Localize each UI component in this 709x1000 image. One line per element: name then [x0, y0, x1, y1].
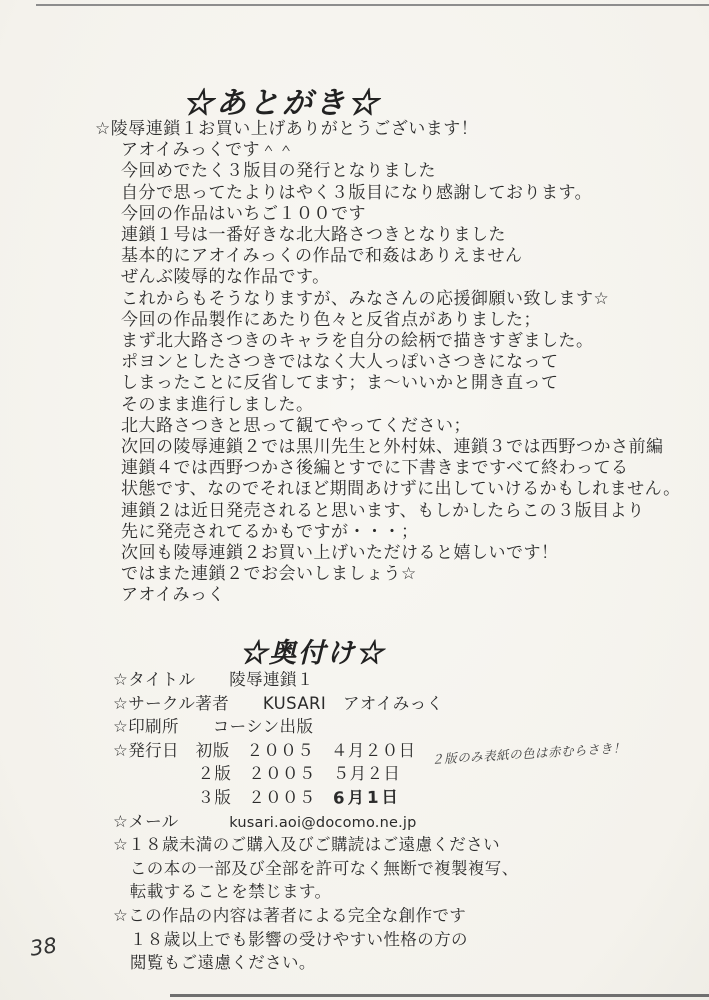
afterword-line [95, 204, 681, 225]
afterword-line-text: 次回も陵辱連鎖２お買い上げいただけると嬉しいです！ [121, 543, 559, 564]
afterword-line-text: これからもそうなりますが、みなさんの応援御願い致します☆ [121, 288, 610, 309]
scan-edge-line-bottom [170, 994, 709, 997]
afterword-line [95, 289, 681, 310]
colophon-line [113, 834, 519, 858]
afterword-line [95, 119, 681, 140]
colophon-line [113, 929, 519, 953]
afterword-line [95, 458, 681, 479]
afterword-line-text: 自分で思ってたよりはやく３版目になり感謝しております。 [121, 182, 593, 203]
afterword-line-text: そのまま進行しました。 [121, 394, 314, 415]
afterword-line [95, 373, 681, 394]
colophon-line-text: ３版 ２００５ [113, 787, 333, 807]
afterword-line [95, 564, 681, 585]
afterword-line-text: 連鎖４では西野つかさ後編とすでに下書きまですべて終わってる [121, 458, 629, 479]
page-number: 38 [28, 933, 59, 961]
colophon-line-text: ☆メール [113, 811, 230, 831]
colophon-line-text: この本の一部及び全部を許可なく無断で複製複写、 [113, 858, 519, 878]
colophon-line [113, 763, 519, 787]
afterword-line [95, 585, 681, 606]
afterword-line-text: しまったことに反省してます；ま～いいかと開き直って [121, 373, 559, 394]
afterword-line [95, 161, 681, 182]
afterword-line-text: 次回の陵辱連鎖２では黒川先生と外村妹、連鎖３では西野つかさ前編 [121, 437, 664, 458]
afterword-line-text: まず北大路さつきのキャラを自分の絵柄で描きすぎました。 [121, 331, 594, 352]
colophon-line [113, 693, 519, 717]
colophon-line-text: ☆印刷所 コーシン出版 [113, 717, 314, 737]
colophon-line-text: ☆１８歳未満のご購入及びご購読はご遠慮ください [113, 835, 500, 855]
colophon-title: ☆奥付け☆ [240, 638, 385, 669]
colophon-line [113, 858, 519, 882]
afterword-line-text: アオイみっく [121, 585, 225, 606]
afterword-line-text: 先に発売されてるかもですが・・・； [121, 521, 419, 542]
afterword-line-text: ポヨンとしたさつきではなく大人っぽいさつきになって [121, 352, 559, 373]
afterword-line-text: 連鎖１号は一番好きな北大路さつきとなりました [121, 225, 506, 246]
colophon-line-text: 転載することを禁じます。 [113, 882, 332, 902]
afterword-line [95, 140, 681, 161]
colophon-handwritten-date: 6月1日 [332, 787, 401, 808]
afterword-line-text: 状態です、なのでそれほど期間あけずに出していけるかもしれません。 [121, 479, 681, 500]
afterword-line [95, 225, 681, 246]
colophon-line [113, 716, 519, 740]
afterword-line [95, 246, 681, 267]
afterword-title: ☆あとがき☆ [183, 86, 381, 121]
colophon-line-text: ２版 ２００５ ５月２日 [113, 764, 401, 784]
colophon-line [113, 811, 519, 835]
colophon-block [113, 669, 519, 976]
colophon-line [113, 905, 519, 929]
colophon-line-text: ☆発行日 初版 ２００５ ４月２０日 [113, 740, 416, 760]
afterword-line [95, 437, 681, 458]
colophon-line-text: １８歳以上でも影響の受けやすい性格の方の [113, 929, 468, 949]
afterword-line [95, 183, 681, 204]
afterword-line [95, 416, 681, 437]
afterword-line-text: 基本的にアオイみっくの作品で和姦はありえません [121, 246, 523, 267]
afterword-line-text: 北大路さつきと思って観てやってください； [121, 415, 471, 436]
afterword-line-text: 今回の作品はいちご１００です [121, 203, 366, 224]
afterword-line [95, 522, 681, 543]
afterword-line [95, 267, 681, 288]
colophon-line [113, 881, 519, 905]
afterword-line [95, 479, 681, 500]
afterword-line-text: ぜんぶ陵辱的な作品です。 [121, 267, 330, 288]
afterword-line-text: 今回めでたく３版目の発行となりました [121, 161, 436, 182]
afterword-line [95, 352, 681, 373]
colophon-line-text: 閲覧もご遠慮ください。 [113, 953, 316, 973]
afterword-line-text: ではまた連鎖２でお会いしましょう☆ [121, 564, 417, 585]
handwritten-margin-note: ２版のみ表紙の色は赤むらさき！ [430, 740, 627, 767]
colophon-line [113, 952, 519, 976]
afterword-line [95, 543, 681, 564]
colophon-line-text: ☆サークル著者 KUSARI アオイみっく [113, 693, 444, 713]
scan-edge-line-top [36, 4, 709, 6]
afterword-line [95, 395, 681, 416]
afterword-line [95, 501, 681, 522]
colophon-email-text: kusari.aoi@docomo.ne.jp [229, 814, 417, 831]
colophon-line [113, 787, 519, 811]
colophon-line [113, 669, 519, 693]
afterword-line-text: ☆陵辱連鎖１お買い上げありがとうございます！ [95, 119, 479, 139]
afterword-text-block [95, 119, 681, 607]
afterword-line-text: 今回の作品製作にあたり色々と反省点がありました； [121, 309, 541, 330]
afterword-line-text: アオイみっくです＾＾ [121, 140, 295, 161]
afterword-line [95, 310, 681, 331]
colophon-line-text: ☆タイトル 陵辱連鎖１ [113, 670, 314, 689]
afterword-line-text: 連鎖２は近日発売されると思います、もしかしたらこの３版目より [121, 500, 645, 521]
colophon-line-text: ☆この作品の内容は著者による完全な創作です [113, 905, 467, 925]
afterword-line [95, 331, 681, 352]
